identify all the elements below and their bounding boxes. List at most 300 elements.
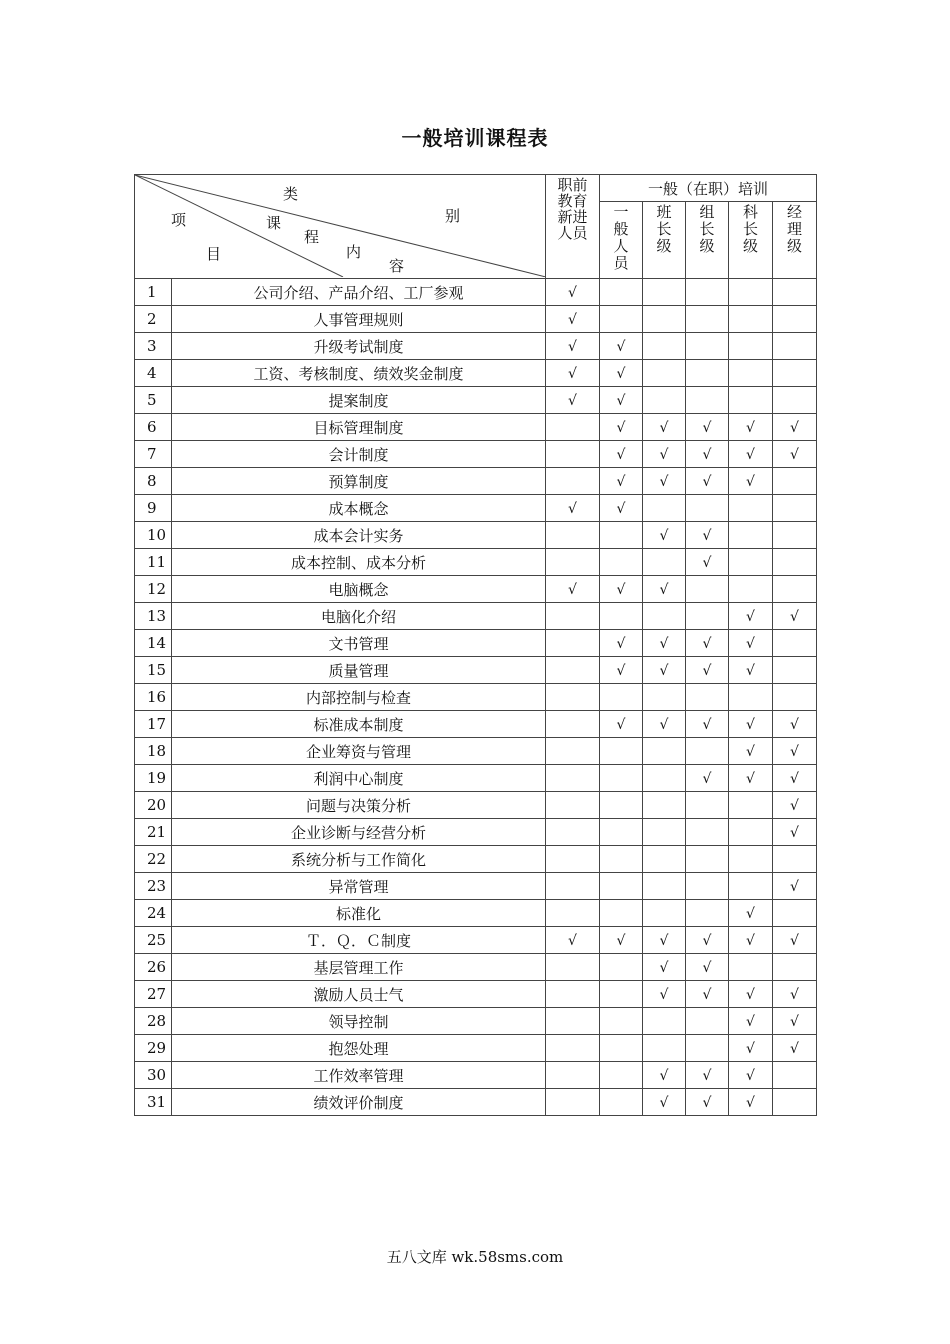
check-mark-icon: √ — [702, 771, 712, 787]
mark-cell — [729, 711, 773, 738]
mark-cell — [546, 1062, 600, 1089]
mark-cell — [643, 387, 686, 414]
subcol-label: 科长级 — [743, 203, 759, 255]
mark-cell — [773, 279, 817, 306]
mark-cell — [643, 279, 686, 306]
check-mark-icon: √ — [790, 825, 799, 841]
mark-cell — [546, 738, 600, 765]
mark-cell — [729, 684, 773, 711]
row-number: 2 — [135, 306, 172, 333]
in-job-header: 一般（在职）培训 — [600, 175, 817, 202]
mark-cell — [686, 630, 729, 657]
mark-cell — [686, 657, 729, 684]
table-row — [135, 306, 817, 333]
mark-cell — [600, 738, 643, 765]
course-name: 异常管理 — [172, 873, 546, 900]
row-number: 7 — [135, 441, 172, 468]
mark-cell — [686, 468, 729, 495]
table-row — [135, 603, 817, 630]
mark-cell — [600, 630, 643, 657]
mark-cell — [686, 549, 729, 576]
table-row — [135, 900, 817, 927]
mark-cell — [546, 576, 600, 603]
mark-cell — [773, 657, 817, 684]
mark-cell — [643, 630, 686, 657]
row-number: 29 — [135, 1035, 172, 1062]
mark-cell — [686, 1089, 729, 1116]
mark-cell — [643, 495, 686, 522]
course-name: 文书管理 — [172, 630, 546, 657]
mark-cell — [546, 792, 600, 819]
check-mark-icon: √ — [616, 339, 626, 355]
row-number: 17 — [135, 711, 172, 738]
mark-cell — [546, 765, 600, 792]
subcol-section-chief — [729, 202, 773, 279]
course-name: 标准成本制度 — [172, 711, 546, 738]
table-row — [135, 1008, 817, 1035]
check-mark-icon: √ — [746, 663, 755, 679]
check-mark-icon: √ — [702, 528, 712, 544]
mark-cell — [546, 846, 600, 873]
mark-cell — [773, 873, 817, 900]
mark-cell — [686, 1008, 729, 1035]
course-name: 成本控制、成本分析 — [172, 549, 546, 576]
row-number: 6 — [135, 414, 172, 441]
mark-cell — [546, 927, 600, 954]
check-mark-icon: √ — [659, 1095, 669, 1111]
mark-cell — [643, 927, 686, 954]
mark-cell — [546, 954, 600, 981]
row-number: 20 — [135, 792, 172, 819]
mark-cell — [773, 1008, 817, 1035]
mark-cell — [600, 1008, 643, 1035]
row-number: 23 — [135, 873, 172, 900]
table-row — [135, 1089, 817, 1116]
subcol-team-leader — [643, 202, 686, 279]
check-mark-icon: √ — [790, 717, 799, 733]
mark-cell — [729, 846, 773, 873]
check-mark-icon: √ — [659, 420, 669, 436]
check-mark-icon: √ — [659, 663, 669, 679]
check-mark-icon: √ — [790, 609, 799, 625]
course-name: 企业诊断与经营分析 — [172, 819, 546, 846]
mark-cell — [643, 549, 686, 576]
mark-cell — [773, 441, 817, 468]
mark-cell — [600, 1035, 643, 1062]
check-mark-icon: √ — [568, 933, 577, 949]
mark-cell — [546, 684, 600, 711]
mark-cell — [773, 603, 817, 630]
mark-cell — [546, 630, 600, 657]
mark-cell — [643, 1035, 686, 1062]
mark-cell — [643, 846, 686, 873]
mark-cell — [773, 576, 817, 603]
table-row — [135, 387, 817, 414]
mark-cell — [643, 1089, 686, 1116]
mark-cell — [686, 738, 729, 765]
check-mark-icon: √ — [702, 420, 712, 436]
mark-cell — [643, 360, 686, 387]
check-mark-icon: √ — [702, 636, 712, 652]
check-mark-icon: √ — [659, 474, 669, 490]
mark-cell — [729, 630, 773, 657]
check-mark-icon: √ — [702, 1095, 712, 1111]
row-number: 21 — [135, 819, 172, 846]
mark-cell — [546, 360, 600, 387]
table-row — [135, 549, 817, 576]
mark-cell — [546, 873, 600, 900]
subcol-label: 班长级 — [656, 203, 672, 255]
check-mark-icon: √ — [568, 393, 577, 409]
check-mark-icon: √ — [746, 717, 755, 733]
mark-cell — [773, 468, 817, 495]
course-name: 工资、考核制度、绩效奖金制度 — [172, 360, 546, 387]
mark-cell — [729, 441, 773, 468]
check-mark-icon: √ — [616, 636, 626, 652]
check-mark-icon: √ — [702, 447, 712, 463]
mark-cell — [600, 711, 643, 738]
check-mark-icon: √ — [702, 555, 712, 571]
mark-cell — [773, 387, 817, 414]
mark-cell — [600, 333, 643, 360]
row-number: 4 — [135, 360, 172, 387]
mark-cell — [686, 765, 729, 792]
mark-cell — [729, 360, 773, 387]
mark-cell — [600, 873, 643, 900]
check-mark-icon: √ — [659, 1068, 669, 1084]
course-name: 基层管理工作 — [172, 954, 546, 981]
mark-cell — [643, 873, 686, 900]
check-mark-icon: √ — [790, 879, 799, 895]
check-mark-icon: √ — [746, 933, 755, 949]
subcol-label: 组长级 — [699, 203, 715, 255]
pre-job-header-label: 职前教育新进人员 — [557, 176, 588, 242]
mark-cell — [686, 846, 729, 873]
mark-cell — [686, 873, 729, 900]
table-row — [135, 1035, 817, 1062]
check-mark-icon: √ — [659, 447, 669, 463]
mark-cell — [600, 495, 643, 522]
check-mark-icon: √ — [790, 420, 799, 436]
mark-cell — [773, 522, 817, 549]
mark-cell — [600, 657, 643, 684]
mark-cell — [773, 819, 817, 846]
check-mark-icon: √ — [746, 1068, 755, 1084]
diagonal-header-cell — [135, 175, 546, 279]
course-name: 升级考试制度 — [172, 333, 546, 360]
course-name: 绩效评价制度 — [172, 1089, 546, 1116]
mark-cell — [643, 603, 686, 630]
mark-cell — [686, 279, 729, 306]
mark-cell — [600, 954, 643, 981]
mark-cell — [643, 981, 686, 1008]
row-number: 10 — [135, 522, 172, 549]
course-name: 领导控制 — [172, 1008, 546, 1035]
diagonal-lines — [135, 175, 546, 277]
course-name: 利润中心制度 — [172, 765, 546, 792]
mark-cell — [546, 981, 600, 1008]
mark-cell — [773, 495, 817, 522]
mark-cell — [643, 306, 686, 333]
mark-cell — [600, 549, 643, 576]
mark-cell — [729, 1035, 773, 1062]
mark-cell — [773, 1035, 817, 1062]
table-row — [135, 873, 817, 900]
mark-cell — [546, 468, 600, 495]
mark-cell — [643, 900, 686, 927]
subcol-group-leader — [686, 202, 729, 279]
mark-cell — [643, 576, 686, 603]
course-name: 电脑概念 — [172, 576, 546, 603]
mark-cell — [600, 387, 643, 414]
mark-cell — [546, 333, 600, 360]
mark-cell — [600, 927, 643, 954]
course-name: 标准化 — [172, 900, 546, 927]
check-mark-icon: √ — [659, 717, 669, 733]
mark-cell — [600, 441, 643, 468]
check-mark-icon: √ — [702, 1068, 712, 1084]
check-mark-icon: √ — [616, 474, 626, 490]
mark-cell — [773, 360, 817, 387]
course-name: 质量管理 — [172, 657, 546, 684]
mark-cell — [546, 279, 600, 306]
mark-cell — [600, 846, 643, 873]
check-mark-icon: √ — [616, 420, 626, 436]
mark-cell — [773, 738, 817, 765]
mark-cell — [600, 279, 643, 306]
table-row — [135, 333, 817, 360]
row-number: 11 — [135, 549, 172, 576]
mark-cell — [600, 468, 643, 495]
table-row — [135, 360, 817, 387]
mark-cell — [729, 873, 773, 900]
mark-cell — [600, 1062, 643, 1089]
table-row — [135, 279, 817, 306]
mark-cell — [546, 1089, 600, 1116]
mark-cell — [600, 684, 643, 711]
mark-cell — [729, 657, 773, 684]
mark-cell — [686, 684, 729, 711]
mark-cell — [686, 1035, 729, 1062]
check-mark-icon: √ — [659, 528, 669, 544]
table-row — [135, 657, 817, 684]
mark-cell — [729, 819, 773, 846]
check-mark-icon: √ — [790, 933, 799, 949]
mark-cell — [643, 333, 686, 360]
mark-cell — [546, 441, 600, 468]
check-mark-icon: √ — [659, 582, 669, 598]
check-mark-icon: √ — [790, 1041, 799, 1057]
mark-cell — [643, 441, 686, 468]
mark-cell — [643, 1008, 686, 1035]
mark-cell — [643, 684, 686, 711]
mark-cell — [686, 900, 729, 927]
mark-cell — [686, 306, 729, 333]
mark-cell — [773, 765, 817, 792]
row-number: 24 — [135, 900, 172, 927]
check-mark-icon: √ — [568, 285, 577, 301]
header-label-lei: 类 — [283, 185, 299, 203]
mark-cell — [643, 954, 686, 981]
mark-cell — [643, 468, 686, 495]
row-number: 16 — [135, 684, 172, 711]
row-number: 25 — [135, 927, 172, 954]
table-row — [135, 468, 817, 495]
mark-cell — [686, 954, 729, 981]
row-number: 27 — [135, 981, 172, 1008]
mark-cell — [546, 306, 600, 333]
check-mark-icon: √ — [616, 393, 626, 409]
mark-cell — [773, 954, 817, 981]
mark-cell — [773, 306, 817, 333]
check-mark-icon: √ — [659, 933, 669, 949]
check-mark-icon: √ — [702, 663, 712, 679]
check-mark-icon: √ — [790, 447, 799, 463]
course-name: 目标管理制度 — [172, 414, 546, 441]
check-mark-icon: √ — [790, 1014, 799, 1030]
check-mark-icon: √ — [616, 933, 626, 949]
mark-cell — [600, 1089, 643, 1116]
row-number: 13 — [135, 603, 172, 630]
header-label-nei: 内 — [346, 243, 362, 261]
check-mark-icon: √ — [616, 663, 626, 679]
mark-cell — [686, 603, 729, 630]
course-name: 工作效率管理 — [172, 1062, 546, 1089]
check-mark-icon: √ — [746, 1041, 755, 1057]
mark-cell — [643, 819, 686, 846]
mark-cell — [600, 360, 643, 387]
mark-cell — [600, 981, 643, 1008]
mark-cell — [686, 360, 729, 387]
mark-cell — [773, 1089, 817, 1116]
header-label-mu: 目 — [206, 245, 222, 263]
row-number: 1 — [135, 279, 172, 306]
row-number: 31 — [135, 1089, 172, 1116]
mark-cell — [686, 333, 729, 360]
check-mark-icon: √ — [746, 987, 755, 1003]
check-mark-icon: √ — [790, 987, 799, 1003]
header-label-xiang: 项 — [171, 211, 187, 229]
mark-cell — [729, 522, 773, 549]
footer-watermark: 五八文库 wk.58sms.com — [386, 1248, 564, 1266]
mark-cell — [643, 711, 686, 738]
mark-cell — [600, 603, 643, 630]
table-row — [135, 711, 817, 738]
check-mark-icon: √ — [702, 987, 712, 1003]
mark-cell — [729, 603, 773, 630]
table-row — [135, 414, 817, 441]
mark-cell — [686, 414, 729, 441]
table-row — [135, 1062, 817, 1089]
mark-cell — [600, 414, 643, 441]
mark-cell — [729, 1008, 773, 1035]
mark-cell — [773, 927, 817, 954]
mark-cell — [600, 765, 643, 792]
pre-job-header — [546, 175, 600, 279]
check-mark-icon: √ — [702, 933, 712, 949]
mark-cell — [773, 549, 817, 576]
table-row — [135, 630, 817, 657]
mark-cell — [773, 711, 817, 738]
table-row — [135, 954, 817, 981]
mark-cell — [729, 981, 773, 1008]
row-number: 28 — [135, 1008, 172, 1035]
mark-cell — [546, 900, 600, 927]
row-number: 22 — [135, 846, 172, 873]
mark-cell — [686, 441, 729, 468]
check-mark-icon: √ — [746, 474, 755, 490]
mark-cell — [729, 387, 773, 414]
table-row — [135, 927, 817, 954]
mark-cell — [729, 738, 773, 765]
mark-cell — [600, 819, 643, 846]
training-schedule-table — [134, 174, 817, 1116]
course-name: 人事管理规则 — [172, 306, 546, 333]
mark-cell — [773, 900, 817, 927]
course-name: Ｔ．Ｑ．Ｃ制度 — [172, 927, 546, 954]
row-number: 15 — [135, 657, 172, 684]
row-number: 14 — [135, 630, 172, 657]
table-row — [135, 981, 817, 1008]
table-row — [135, 441, 817, 468]
check-mark-icon: √ — [790, 771, 799, 787]
mark-cell — [729, 468, 773, 495]
mark-cell — [686, 927, 729, 954]
subcol-manager — [773, 202, 817, 279]
subcol-label: 经理级 — [787, 203, 803, 255]
mark-cell — [546, 387, 600, 414]
mark-cell — [643, 414, 686, 441]
check-mark-icon: √ — [702, 960, 712, 976]
mark-cell — [729, 954, 773, 981]
check-mark-icon: √ — [790, 744, 799, 760]
course-name: 系统分析与工作简化 — [172, 846, 546, 873]
table-row — [135, 576, 817, 603]
check-mark-icon: √ — [616, 447, 626, 463]
mark-cell — [773, 333, 817, 360]
mark-cell — [729, 495, 773, 522]
mark-cell — [546, 549, 600, 576]
mark-cell — [600, 576, 643, 603]
check-mark-icon: √ — [746, 636, 755, 652]
course-name: 公司介绍、产品介绍、工厂参观 — [172, 279, 546, 306]
check-mark-icon: √ — [568, 501, 577, 517]
row-number: 5 — [135, 387, 172, 414]
mark-cell — [546, 414, 600, 441]
mark-cell — [686, 495, 729, 522]
table-row — [135, 792, 817, 819]
mark-cell — [546, 819, 600, 846]
mark-cell — [546, 1008, 600, 1035]
mark-cell — [643, 1062, 686, 1089]
check-mark-icon: √ — [746, 1095, 755, 1111]
course-name: 电脑化介绍 — [172, 603, 546, 630]
table-row — [135, 846, 817, 873]
mark-cell — [773, 684, 817, 711]
mark-cell — [600, 522, 643, 549]
mark-cell — [686, 981, 729, 1008]
mark-cell — [729, 306, 773, 333]
check-mark-icon: √ — [702, 717, 712, 733]
mark-cell — [686, 711, 729, 738]
header-label-ke: 课 — [266, 214, 282, 232]
course-name: 会计制度 — [172, 441, 546, 468]
mark-cell — [546, 657, 600, 684]
mark-cell — [643, 738, 686, 765]
check-mark-icon: √ — [568, 312, 577, 328]
mark-cell — [686, 387, 729, 414]
check-mark-icon: √ — [746, 1014, 755, 1030]
